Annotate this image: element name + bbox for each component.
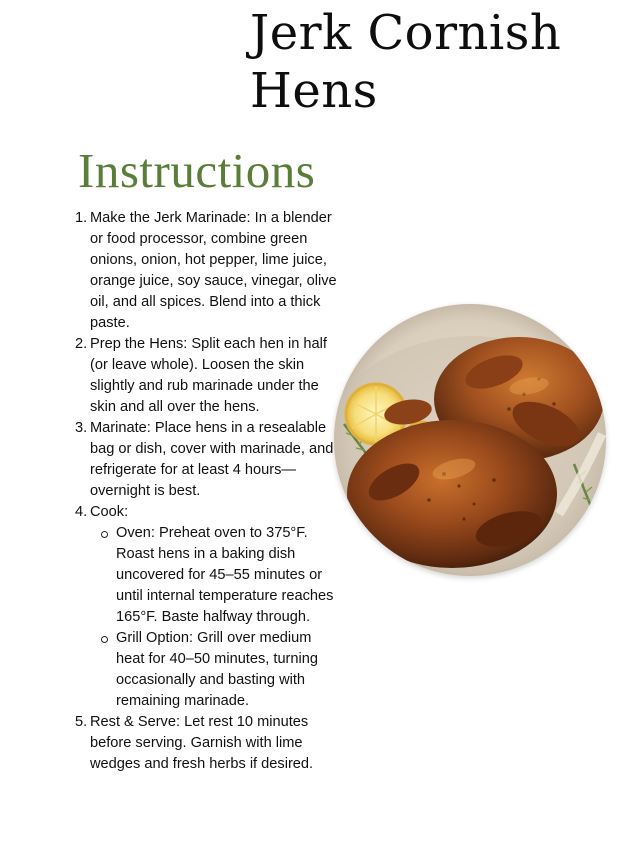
step-text: Rest & Serve: Let rest 10 minutes before serving. Garnish with lime wedges and fresh herbs if desired. [90, 714, 314, 772]
circle-bullet-icon [101, 636, 108, 643]
step-number: 1. [75, 210, 88, 226]
step-2 [76, 334, 338, 418]
step-number: 2. [75, 336, 88, 352]
circle-bullet-icon [101, 531, 108, 538]
step-number: 5. [75, 714, 88, 730]
step-text: Make the Jerk Marinade: In a blender or food processor, combine green onions, onion, hot pepper, lime juice, orange juice, soy sauce, vinegar, olive oil, and all spices. Blend into a thick paste. [90, 210, 337, 331]
instructions-list [76, 208, 338, 775]
instructions-heading: Instructions [78, 143, 316, 198]
substep-grill [115, 628, 338, 712]
recipe-title: Jerk Cornish Hens [250, 5, 562, 119]
substep-text: Oven: Preheat oven to 375°F. Roast hens in a baking dish uncovered for 45–55 minutes or until internal temperature reaches 165°F. Baste halfway through. [116, 525, 334, 625]
step-number: 3. [75, 420, 88, 436]
substep-oven [115, 523, 338, 628]
step-text: Cook: [90, 504, 129, 520]
step-text: Prep the Hens: Split each hen in half (or leave whole). Loosen the skin slightly and rub marinade under the skin and all over the hens. [90, 336, 327, 415]
step-4 [76, 502, 338, 712]
roasted-hens-photo [334, 304, 606, 576]
step-5 [76, 712, 338, 775]
substep-text: Grill Option: Grill over medium heat for 40–50 minutes, turning occasionally and basting with remaining marinade. [116, 630, 319, 709]
step-3 [76, 418, 338, 502]
cook-options-list [90, 523, 338, 712]
step-text: Marinate: Place hens in a resealable bag or dish, cover with marinade, and refrigerate for at least 4 hours—overnight is best. [90, 420, 334, 499]
step-1 [76, 208, 338, 334]
step-number: 4. [75, 504, 88, 520]
